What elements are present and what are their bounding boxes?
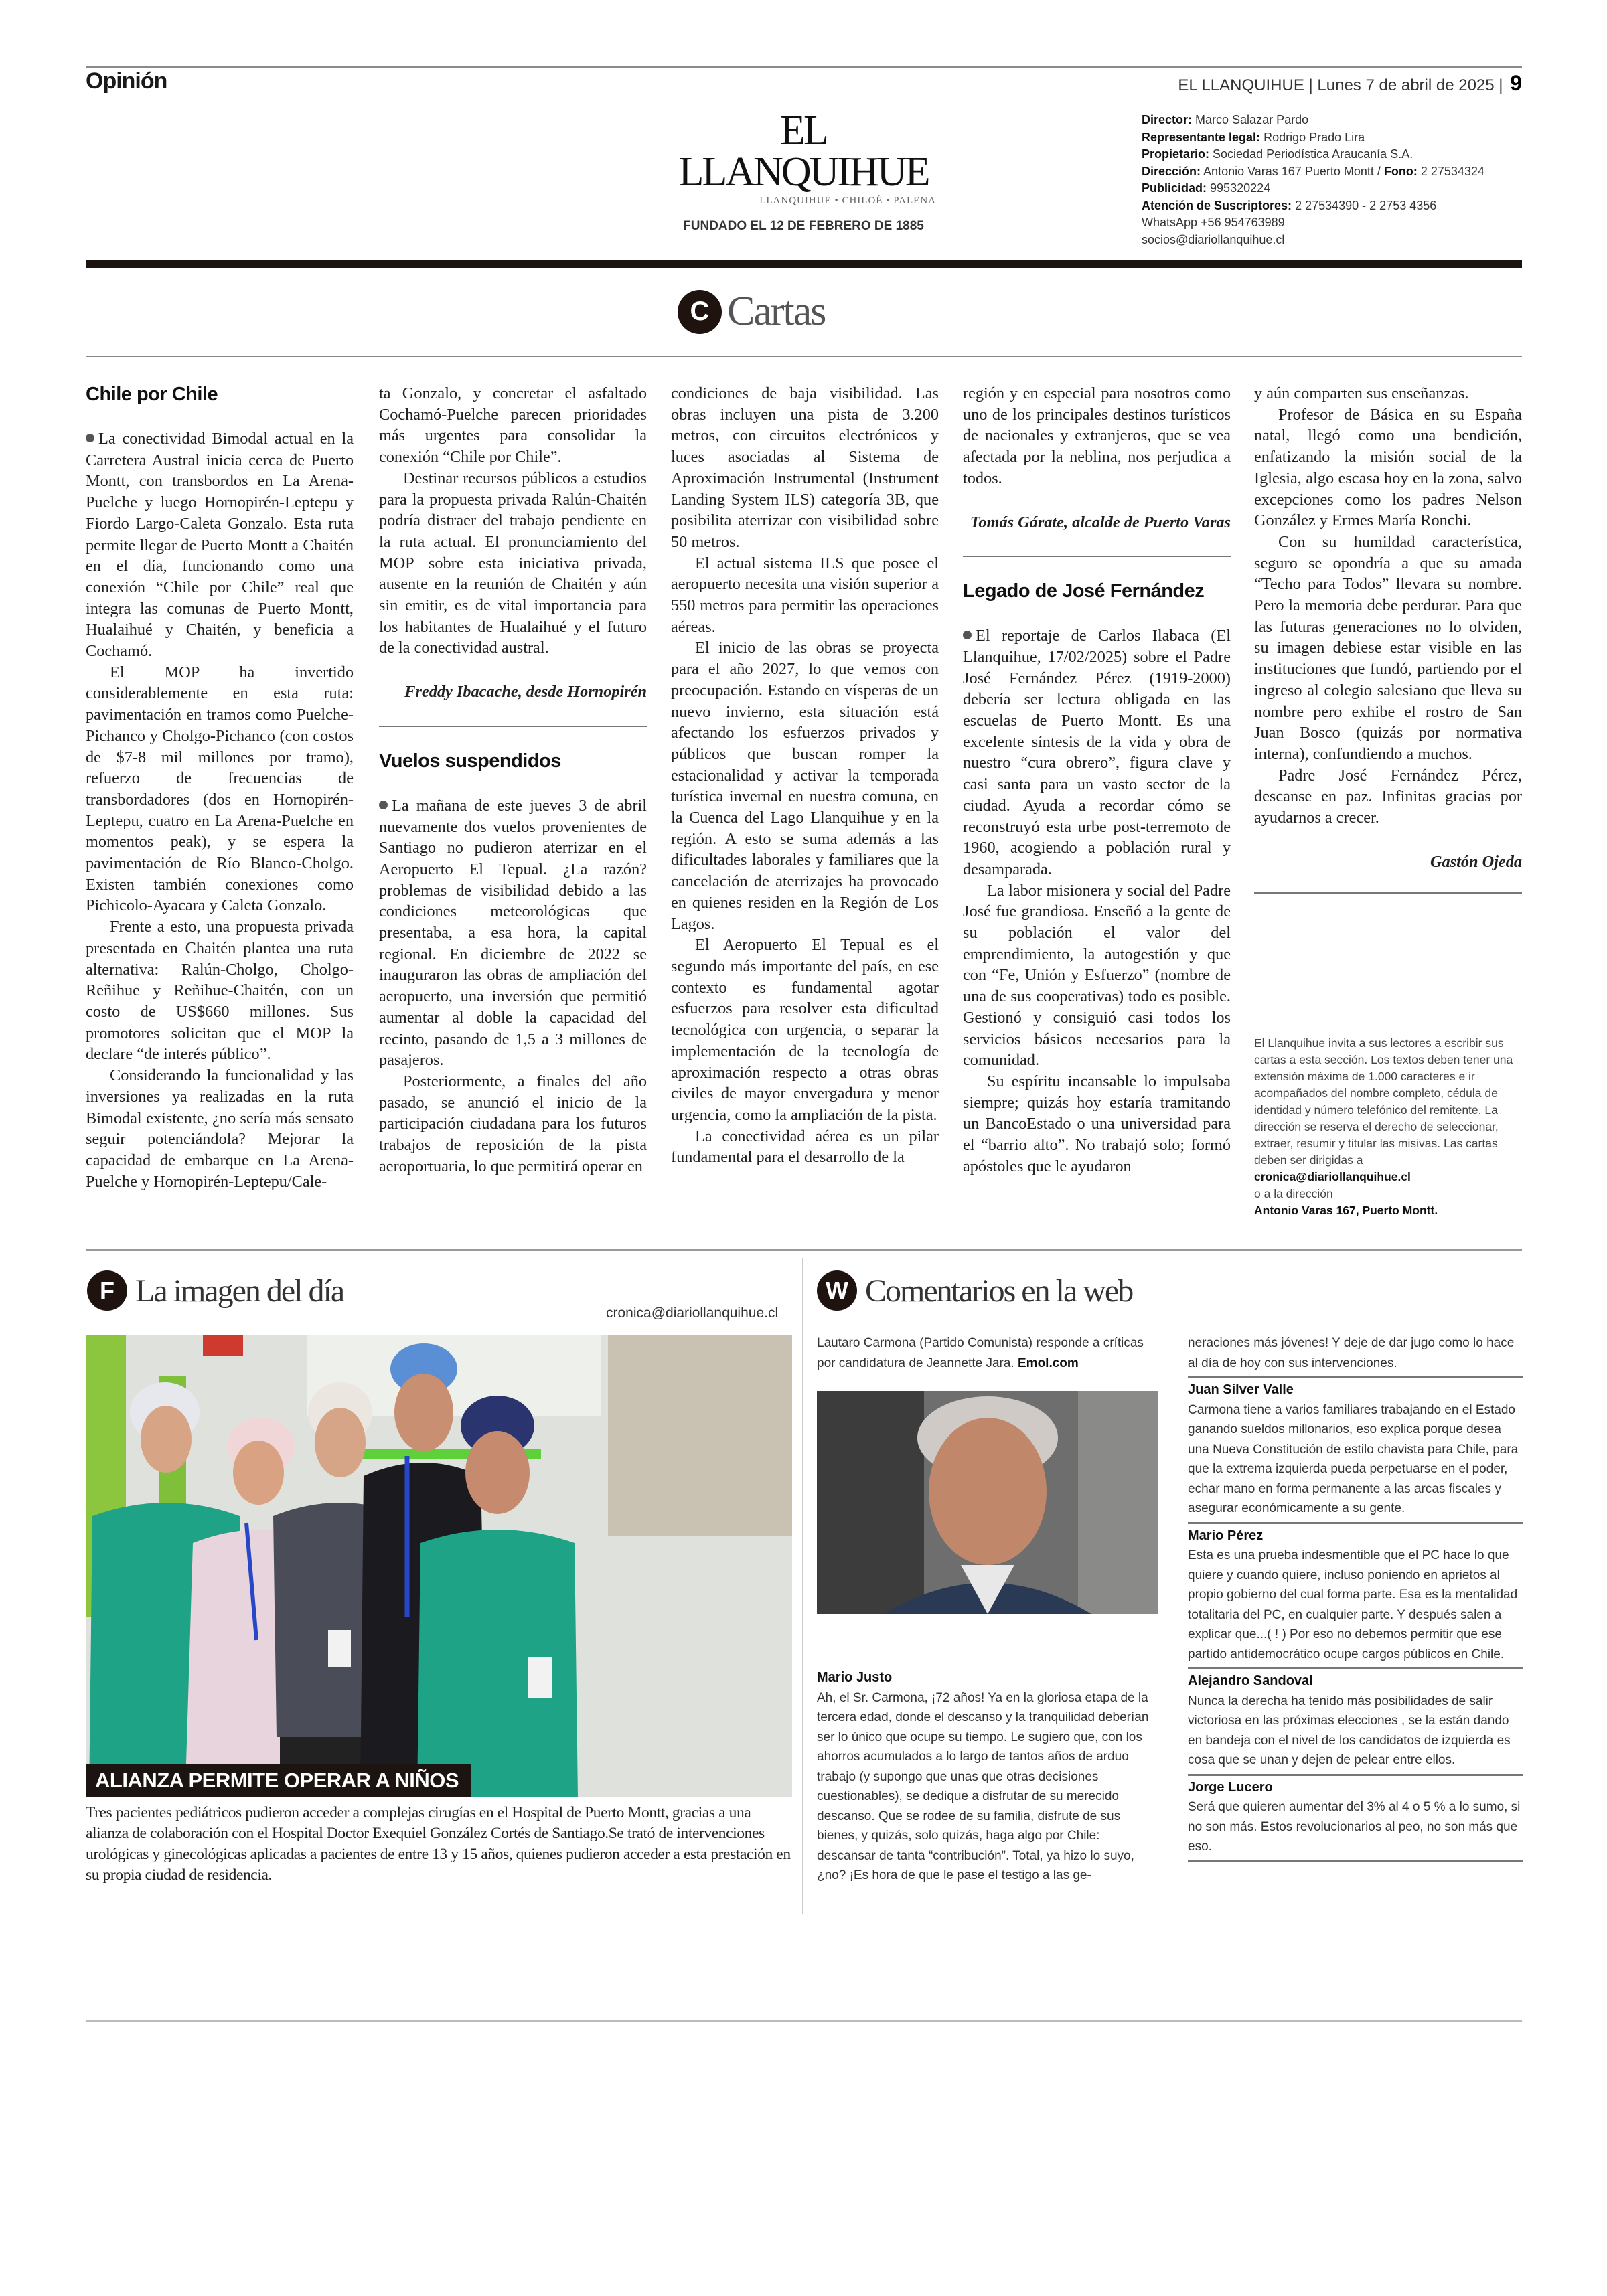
comment-divider [1188, 1860, 1523, 1862]
staff-box [1142, 112, 1484, 248]
notice-or: o a la dirección [1254, 1187, 1333, 1200]
comment-divider [1188, 1774, 1523, 1776]
web-comments-heading [817, 1270, 1132, 1311]
web-badge-icon: W [817, 1270, 857, 1311]
column-5 [1254, 383, 1522, 916]
masthead [656, 110, 951, 234]
letter-paragraph: Con su humildad característica, seguro se opondría a que su amada “Techo para Todos” llevara su nombre. Pero la memoria debe perdurar. Para que las futuras generaciones no lo olviden, su imagen debiese estar visible en las instituciones que fundó, partiendo por el ingreso al colegio salesiano que lleva su nombre pero exhibe el rostro de San Juan Bosco (quizás por normativa interna), confundiendo a muchos. [1254, 532, 1522, 763]
web-comments-title: Comentarios en la web [865, 1273, 1133, 1309]
masthead-subtitle: LLANQUIHUE • CHILOÉ • PALENA [759, 195, 936, 206]
letter-divider [963, 556, 1231, 557]
letter-signature: Tomás Gárate, alcalde de Puerto Varas [970, 513, 1231, 531]
staff-address: Dirección: Antonio Varas 167 Puerto Montt / Fono: 2 27534324 [1142, 164, 1484, 178]
staff-email[interactable]: socios@diariollanquihue.cl [1142, 232, 1285, 246]
notice-address: Antonio Varas 167, Puerto Montt. [1254, 1204, 1438, 1217]
cartas-title: Cartas [727, 289, 826, 334]
comment-divider [1188, 1522, 1523, 1524]
section-label: Opinión [86, 68, 167, 94]
cartas-badge-icon: C [678, 290, 722, 334]
imagen-email[interactable]: cronica@diariollanquihue.cl [606, 1305, 779, 1321]
staff-ads: Publicidad: 995320224 [1142, 181, 1271, 195]
bullet-icon [379, 801, 388, 809]
web-source[interactable]: Emol.com [1018, 1356, 1079, 1370]
section-divider [86, 1249, 1522, 1251]
comment-author: Mario Justo [817, 1670, 893, 1685]
comment-text: Será que quieren aumentar del 3% al 4 o 5 % a lo sumo, si no son más. Estos revolucionarios al peo, no son más que eso. [1188, 1800, 1521, 1854]
comment-author: Jorge Lucero [1188, 1779, 1273, 1795]
vertical-divider [802, 1258, 804, 1914]
letter-paragraph: y aún comparten sus enseñanzas. [1254, 384, 1469, 402]
photo-of-the-day [86, 1335, 792, 1797]
staff-whatsapp[interactable]: WhatsApp +56 954763989 [1142, 216, 1285, 229]
letter-paragraph: región y en especial para nosotros como uno de los principales destinos turísticos de nacionales y extranjeros, que se vea afectada por la neblina, nos perjudica a todos. [963, 384, 1231, 487]
photo-text: Tres pacientes pediátricos pudieron acceder a complejas cirugías en el Hospital de Puerto Montt, gracias a una alianza de colaboración con el Hospital Doctor Exequiel González Cortés de Santiago.Se trató de intervenciones urológicas y ginecológicas aplicadas a pacientes de entre 13 y 15 años, quienes pudieron acceder a esta prestación en su propia ciudad de residencia. [86, 1804, 791, 1884]
letter-divider [1254, 892, 1522, 894]
letter-signature: Freddy Ibacache, desde Hornopirén [404, 683, 647, 702]
comment-text: Ah, el Sr. Carmona, ¡72 años! Ya en la gloriosa etapa de la tercera edad, donde el descanso y la tranquilidad deberían ser lo único que ocupe su tiempo. Le sugiero que, con los ahorros acumulados a lo largo de tantos años de arduo trabajo (y supongo que unas que otras decisiones cuestionables), se dedique a disfrutar de su merecido descanso. Que se rodee de su familia, disfrute de sus bienes, y quizás, solo quizás, haga algo por Chile: descansar de tanta “contribución”. Total, ya hizo lo suyo, ¿no? ¡Es hora de que le pase el testigo a las ge- [817, 1690, 1149, 1882]
letter-paragraph: ta Gonzalo, y concretar el asfaltado Cochamó-Puelche parecen prioridades más urgentes para consolidar la conexión “Chile por Chile”. [379, 384, 647, 467]
letter-paragraph: El Aeropuerto El Tepual es el segundo más importante del país, en ese contexto es fundamental agotar esfuerzos para resolver esta dificultad tecnológica con urgencia, o separar la implementación de la tecnología de aproximación respecto a otras obras civiles de mayor envergadura y menor urgencia, como la ampliación de la pista. [671, 936, 939, 1124]
comment-divider [1188, 1667, 1523, 1669]
notice-text: El Llanquihue invita a sus lectores a escribir sus cartas a esta sección. Los textos deben tener una extensión máxima de 1.000 caracteres e ir acompañados del nombre completo, cédula de identidad y número telefónico del remitente. La dirección se reserva el derecho de seleccionar, extraer, resumir y titular las misivas. Las cartas deben ser dirigidas a [1254, 1036, 1513, 1167]
masthead-title: EL LLANQUIHUE [678, 108, 929, 195]
letter-paragraph: El inicio de las obras se proyecta para el año 2027, lo que vemos con preocupación. Estando en vísperas de un nuevo invierno, esta situación está afectando los esfuerzos privados y públicos que buscan romper la estacionalidad y activar la temporada turística invernal en nuestra comuna, en la Cuenca del Lago Llanquihue y en la región. A esto se suma además a las dificultades laborales y familiares que la cancelación de aterrizajes ha provocado en quienes residen en la Región de Los Lagos. [671, 639, 939, 933]
letter-paragraph: Padre José Fernández Pérez, descanse en paz. Infinitas gracias por ayudarnos a crecer. [1254, 766, 1522, 827]
bullet-icon [963, 631, 972, 639]
header-bar [86, 260, 1522, 268]
letter-divider [379, 726, 647, 727]
column-4 [963, 383, 1231, 1177]
letter-paragraph: Destinar recursos públicos a estudios para la propuesta privada Ralún-Chaitén podría distraer del trabajo pendiente en la ruta actual. El pronunciamiento del MOP sobre esta iniciativa privada, ausente en la reunión de Chaitén y aún sin emitir, es de vital importancia para los habitantes de Hualaihué y el futuro de la conectividad austral. [379, 469, 647, 657]
letter-paragraph: Frente a esto, una propuesta privada presentada en Chaitén plantea una ruta alternativa: Ralún-Cholgo, Cholgo-Reñihue y Reñihue-Chaitén, con un costo de US$660 millones. Sus promotores solicitan que el MOP la declare “de interés público”. [86, 918, 354, 1064]
letter-paragraph: condiciones de baja visibilidad. Las obras incluyen una pista de 3.200 metros, con circuitos electrónicos y luces asociadas al Sistema de Aproximación Instrumental (Instrument Landing System ILS) categoría 3B, que posibilita aterrizar con visibilidad sobre 50 metros. [671, 384, 939, 551]
staff-legal-rep: Representante legal: Rodrigo Prado Lira [1142, 130, 1365, 144]
comment-text: Carmona tiene a varios familiares trabajando en el Estado ganando sueldos millonarios, eso explica porque desea una Nueva Constitución de estilo chavista para Chile, para que la extrema izquierda pueda perpetuarse en el poder, echar mano en forma permanente a las arcas fiscales y asegurar económicamente a su gente. [1188, 1402, 1519, 1515]
imagen-title: La imagen del día [135, 1273, 344, 1309]
page-number: 9 [1510, 71, 1522, 95]
staff-subscribers: Atención de Suscriptores: 2 27534390 - 2 2753 4356 [1142, 198, 1437, 212]
letter-paragraph: El MOP ha invertido considerablemente en esta ruta: pavimentación en tramos como Puelche-Pichanco y Cholgo-Pichanco (con costos de $7-8 mil millones por tramo), refuerzo de frecuencias de transbordadores (dos en Hornopirén-Leptepu, cuatro en La Arena-Puelche en momentos peak), y se espera la pavimentación de Río Blanco-Cholgo. Existen también conexiones como Pichicolo-Ayacara y Caleta Gonzalo. [86, 663, 354, 915]
folio-paper: EL LLANQUIHUE [1178, 76, 1304, 94]
letter-paragraph: La conectividad Bimodal actual en la Carretera Austral inicia cerca de Puerto Montt, con transbordos en La Arena-Puelche y luego Hornopirén-Leptepu y Fiordo Largo-Caleta Gonzalo. Esta ruta permite llegar de Puerto Montt a Chaitén en el día, funcionando como una conexión “Chile por Chile” real que integra las comunas de Puerto Montt, Hualaihué y Chaitén, y beneficia a Cochamó. [86, 430, 354, 661]
letters-notice [1254, 1035, 1522, 1219]
staff-director: Director: Marco Salazar Pardo [1142, 113, 1309, 127]
letter-paragraph: La conectividad aérea es un pilar fundamental para el desarrollo de la [671, 1127, 939, 1167]
portrait-photo [817, 1391, 1158, 1614]
letter-paragraph: La labor misionera y social del Padre José fue grandiosa. Enseñó a la gente de su población el valor del emprendimiento, la autogestión y que con “Fe, Unión y Esfuerzo” (nombre de una de sus cooperativas) todo es posible. Gestionó y consiguió casi todos los servicios básicos necesarios para la comunidad. [963, 881, 1231, 1070]
bullet-icon [86, 434, 94, 442]
folio: EL LLANQUIHUE | Lunes 7 de abril de 2025 | 9 [1178, 71, 1522, 95]
portrait-image [817, 1391, 1158, 1614]
letter-paragraph: Posteriormente, a finales del año pasado, se anunció el inicio de la participación ciudadana para los futuros trabajos de reposición de la pista aeroportuaria, lo que permitirá operar en [379, 1072, 647, 1175]
letter-paragraph: El reportaje de Carlos Ilabaca (El Llanquihue, 17/02/2025) sobre el Padre José Fernández Pérez (1919-2000) debería ser lectura obligada en las escuelas de Puerto Montt. Es una excelente síntesis de la vida y obra de nuestro “cura obrero”, figura clave y casi santa para un vasto sector de la ciudad. Ayuda a recordar cómo se reconstruyó esta urbe post-terremoto de 1960, acogiendo a población rural y desamparada. [963, 627, 1231, 878]
notice-email[interactable]: cronica@diariollanquihue.cl [1254, 1170, 1411, 1183]
letter-title: Chile por Chile [86, 384, 218, 405]
column-2 [379, 383, 647, 1177]
comment-text: Esta es una prueba indesmentible que el PC hace lo que quiere y cuando quiere, incluso poniendo en aprietos al propio gobierno del cual forma parte. Esa es la mentalidad totalitaria del PC, en cualquier parte. Y después salen a explicar que...( ! ) Por eso no debemos permitir que ese partido antidemocrático ocupe cargos públicos en Chile. [1188, 1548, 1518, 1661]
photo-caption: ALIANZA PERMITE OPERAR A NIÑOS [86, 1764, 471, 1797]
imagen-badge-icon: F [87, 1270, 127, 1311]
hospital-staff-photo [86, 1335, 792, 1797]
bottom-rule [86, 2020, 1522, 2022]
comment-author: Juan Silver Valle [1188, 1382, 1294, 1397]
staff-owner: Propietario: Sociedad Periodística Araucanía S.A. [1142, 147, 1413, 161]
comments-column-2 [1188, 1333, 1523, 1864]
letter-paragraph: Considerando la funcionalidad y las inversiones ya realizadas en la ruta Bimodal existente, ¿no sería más sensato seguir potenciándola? Mejorar la capacidad de embarque en La Arena-Puelche y Hornopirén-Leptepu/Cale- [86, 1066, 354, 1191]
cartas-heading [678, 288, 825, 335]
letter-title: Vuelos suspendidos [379, 750, 561, 772]
masthead-founded: FUNDADO EL 12 DE FEBRERO DE 1885 [683, 219, 924, 233]
imagen-heading [87, 1270, 343, 1311]
letter-paragraph: La mañana de este jueves 3 de abril nuevamente dos vuelos provenientes de Santiago no pudieron aterrizar en el Aeropuerto El Tepual. ¿La razón? problemas de visibilidad debido a las condiciones meteorológicas que presentaba, a esa hora, la capital regional. En diciembre de 2022 se inauguraron las obras de ampliación del aeropuerto, una inversión que permitió aumentar al doble la capacidad del recinto, pasando de 1,5 a 3 millones de pasajeros. [379, 796, 647, 1070]
web-comments-intro: Lautaro Carmona (Partido Comunista) responde a críticas por candidatura de Jeannette Jara. Emol.com [817, 1336, 1144, 1370]
letter-paragraph: El actual sistema ILS que posee el aeropuerto necesita una visión superior a 550 metros para permitir las operaciones aéreas. [671, 554, 939, 636]
top-rule [86, 66, 1522, 68]
comment-author: Mario Pérez [1188, 1528, 1264, 1543]
letter-signature: Gastón Ojeda [1430, 852, 1522, 871]
cartas-rule [86, 356, 1522, 357]
column-3 [671, 383, 939, 1168]
comments-column-1 [817, 1668, 1158, 1886]
folio-date: Lunes 7 de abril de 2025 [1317, 76, 1495, 94]
comment-text: Nunca la derecha ha tenido más posibilidades de salir victoriosa en las próximas elecciones , se la están dando en bandeja con el nivel de los candidatos de izquierda es cosa que se unan y dejen de pelear entre ellos. [1188, 1694, 1511, 1767]
comment-author: Alejandro Sandoval [1188, 1673, 1313, 1688]
comment-text: neraciones más jóvenes! Y deje de dar jugo como lo hace al día de hoy con sus intervenciones. [1188, 1336, 1515, 1370]
comment-divider [1188, 1376, 1523, 1378]
letter-paragraph: Profesor de Básica en su España natal, llegó como una bendición, enfatizando la misión social de la Iglesia, algo escasa hoy en la zona, salvo excepciones como los padres Nelson González y Ermes María Ronchi. [1254, 405, 1522, 530]
letter-title: Legado de José Fernández [963, 580, 1205, 602]
letter-paragraph: Su espíritu incansable lo impulsaba siempre; quizás hoy estaría tramitando un BancoEstado o una universidad para el “barrio alto”. No trabajó solo; formó apóstoles que le ayudaron [963, 1072, 1231, 1175]
column-1 [86, 383, 354, 1192]
